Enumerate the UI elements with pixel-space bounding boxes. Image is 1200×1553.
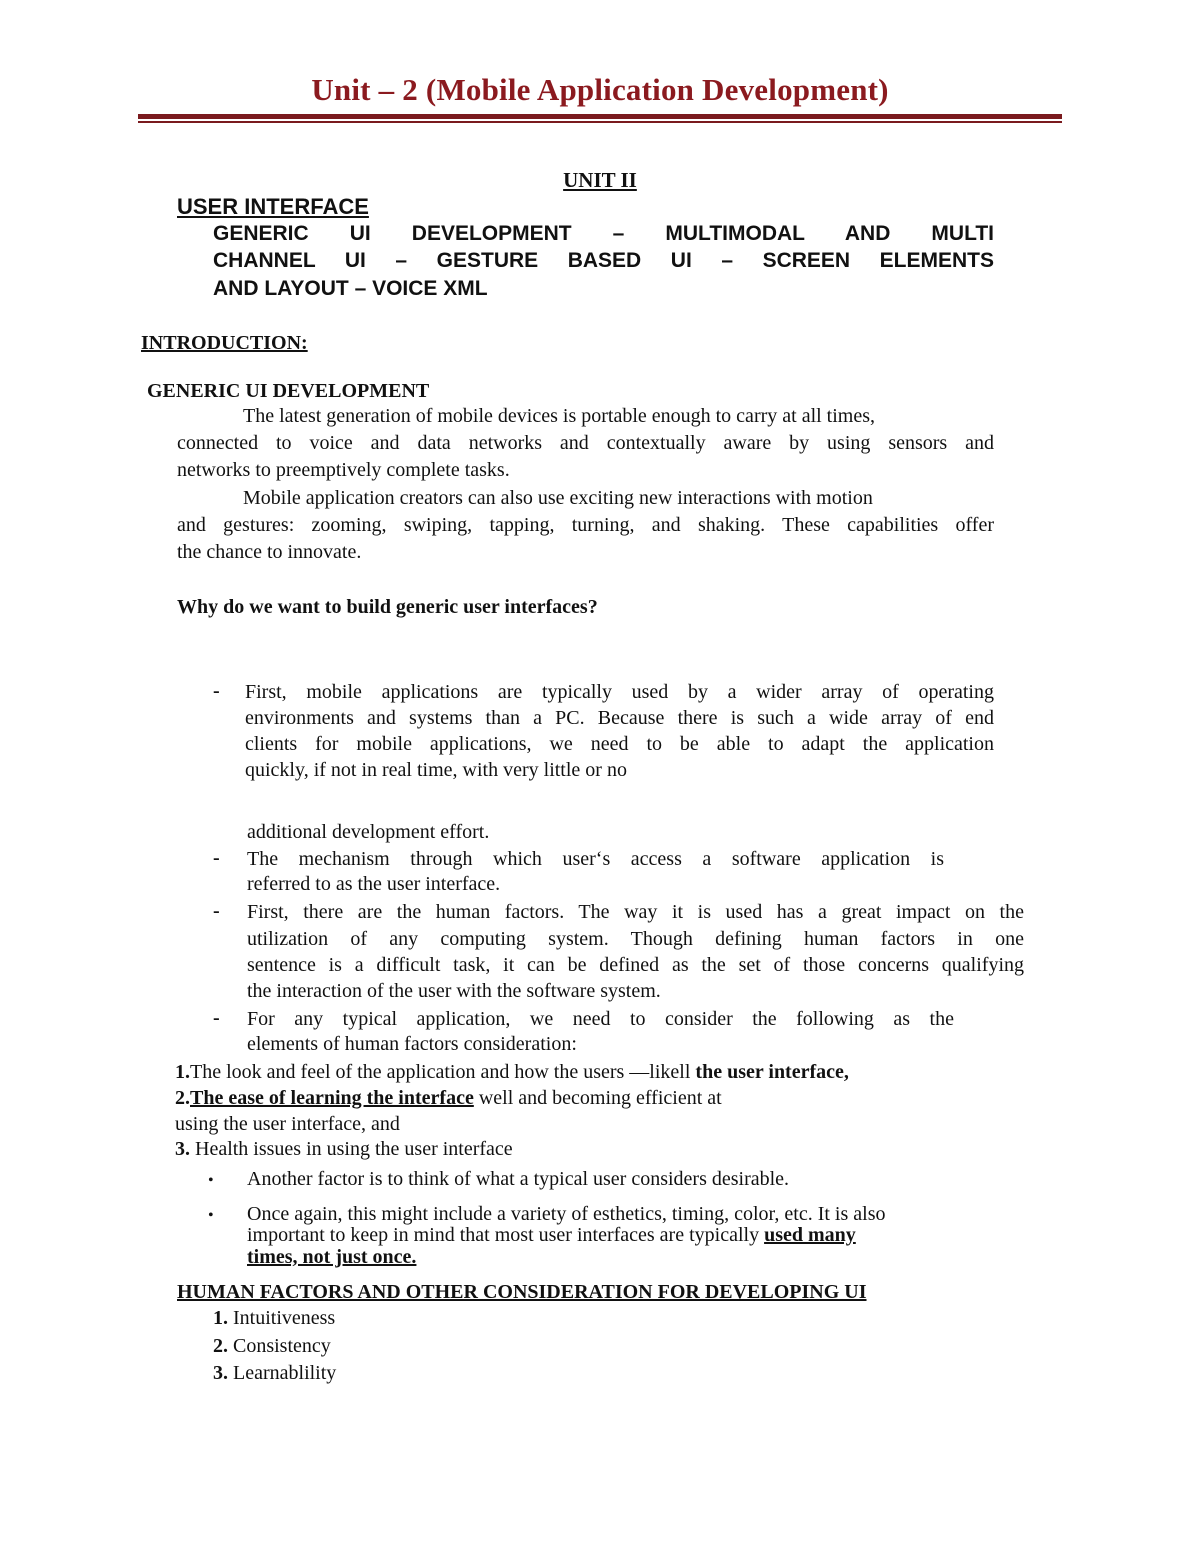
- number-label: 3.: [175, 1138, 190, 1160]
- dash-item-4-line-2: elements of human factors consideration:: [247, 1033, 577, 1055]
- bullet-2-line-3: times, not just once.: [247, 1246, 417, 1268]
- question-heading: Why do we want to build generic user interfaces?: [177, 596, 598, 618]
- page-header-title: Unit – 2 (Mobile Application Development): [311, 72, 889, 107]
- paragraph2-line-1: Mobile application creators can also use exciting new interactions with motion: [243, 487, 873, 509]
- generic-ui-heading: GENERIC UI DEVELOPMENT: [147, 380, 430, 402]
- bullet-2-emphasis: used many: [764, 1224, 856, 1246]
- human-factors-heading: HUMAN FACTORS AND OTHER CONSIDERATION FOR DEVELOPING UI: [177, 1281, 867, 1303]
- dash-marker: -: [213, 900, 220, 922]
- paragraph2-line-2: and gestures: zooming, swiping, tapping, turning, and shaking. These capabilities offer: [177, 514, 994, 536]
- number-label: 2.: [175, 1087, 190, 1109]
- factor-item: [213, 1362, 336, 1385]
- numbered-item-1: [175, 1061, 849, 1084]
- factor-item: [213, 1307, 335, 1330]
- numbered-item-2-underlined: The ease of learning the interface: [190, 1087, 474, 1109]
- dash-item-3-line-3: sentence is a difficult task, it can be defined as the set of those concerns qualifying: [247, 954, 1024, 976]
- paragraph2-line-3: the chance to innovate.: [177, 541, 362, 563]
- dash-item-2-line-1: The mechanism through which user‘s access a software application is: [247, 848, 944, 870]
- dash-marker: -: [213, 847, 220, 869]
- paragraph1-line-1: The latest generation of mobile devices is portable enough to carry at all times,: [243, 405, 876, 427]
- dash-item-1-line-2: environments and systems than a PC. Because there is such a wide array of end: [245, 707, 994, 729]
- bullet-marker: •: [208, 1172, 214, 1189]
- numbered-item-2: [175, 1087, 722, 1110]
- topics-line-2: CHANNEL UI – GESTURE BASED UI – SCREEN ELEMENTS: [213, 249, 994, 272]
- bullet-2-line-2: [247, 1224, 856, 1247]
- header-rule-thin: [138, 121, 1062, 123]
- bullet-1-text: Another factor is to think of what a typical user considers desirable.: [247, 1168, 790, 1190]
- continuation-line: additional development effort.: [247, 821, 490, 843]
- numbered-item-3: [175, 1138, 513, 1161]
- dash-item-3-line-4: the interaction of the user with the software system.: [247, 980, 661, 1002]
- topics-line-1: GENERIC UI DEVELOPMENT – MULTIMODAL AND MULTI: [213, 222, 994, 245]
- factor-label: Intuitiveness: [233, 1307, 336, 1329]
- factor-label: Learnablility: [233, 1362, 337, 1384]
- numbered-item-2-text: well and becoming efficient at: [473, 1087, 722, 1109]
- factor-number: 1.: [213, 1307, 228, 1329]
- bullet-marker: •: [208, 1207, 214, 1224]
- unit-label: UNIT II: [563, 168, 637, 192]
- header-rule-thick: [138, 114, 1062, 119]
- dash-item-2-line-2: referred to as the user interface.: [247, 873, 501, 895]
- dash-item-3-line-2: utilization of any computing system. Though defining human factors in one: [247, 928, 1024, 950]
- bullet-2-line-2-text: important to keep in mind that most user interfaces are typically: [247, 1224, 765, 1246]
- topics-line-3: AND LAYOUT – VOICE XML: [213, 277, 488, 300]
- dash-marker: -: [213, 1007, 220, 1029]
- introduction-heading: INTRODUCTION:: [141, 332, 308, 354]
- numbered-item-2-line-2: using the user interface, and: [175, 1113, 400, 1135]
- bullet-2-line-1: Once again, this might include a variety of esthetics, timing, color, etc. It is also: [247, 1203, 886, 1225]
- factor-number: 2.: [213, 1335, 228, 1357]
- number-label: 1.: [175, 1061, 190, 1083]
- factor-item: [213, 1335, 331, 1358]
- factor-number: 3.: [213, 1362, 228, 1384]
- dash-item-3-line-1: First, there are the human factors. The way it is used has a great impact on the: [247, 901, 1024, 923]
- dash-item-1-line-1: First, mobile applications are typically used by a wider array of operating: [245, 681, 994, 703]
- section-title: USER INTERFACE: [177, 194, 369, 219]
- dash-item-1-line-4: quickly, if not in real time, with very little or no: [245, 759, 627, 781]
- numbered-item-3-text: Health issues in using the user interface: [195, 1138, 513, 1160]
- paragraph1-line-3: networks to preemptively complete tasks.: [177, 459, 510, 481]
- dash-marker: -: [213, 680, 220, 702]
- numbered-item-1-text: The look and feel of the application and how the users ―likell: [190, 1061, 691, 1083]
- dash-item-1-line-3: clients for mobile applications, we need to be able to adapt the application: [245, 733, 994, 755]
- factor-label: Consistency: [233, 1335, 331, 1357]
- dash-item-4-line-1: For any typical application, we need to consider the following as the: [247, 1008, 954, 1030]
- paragraph1-line-2: connected to voice and data networks and contextually aware by using sensors and: [177, 432, 994, 454]
- numbered-item-1-bold: the user interface,: [695, 1061, 849, 1083]
